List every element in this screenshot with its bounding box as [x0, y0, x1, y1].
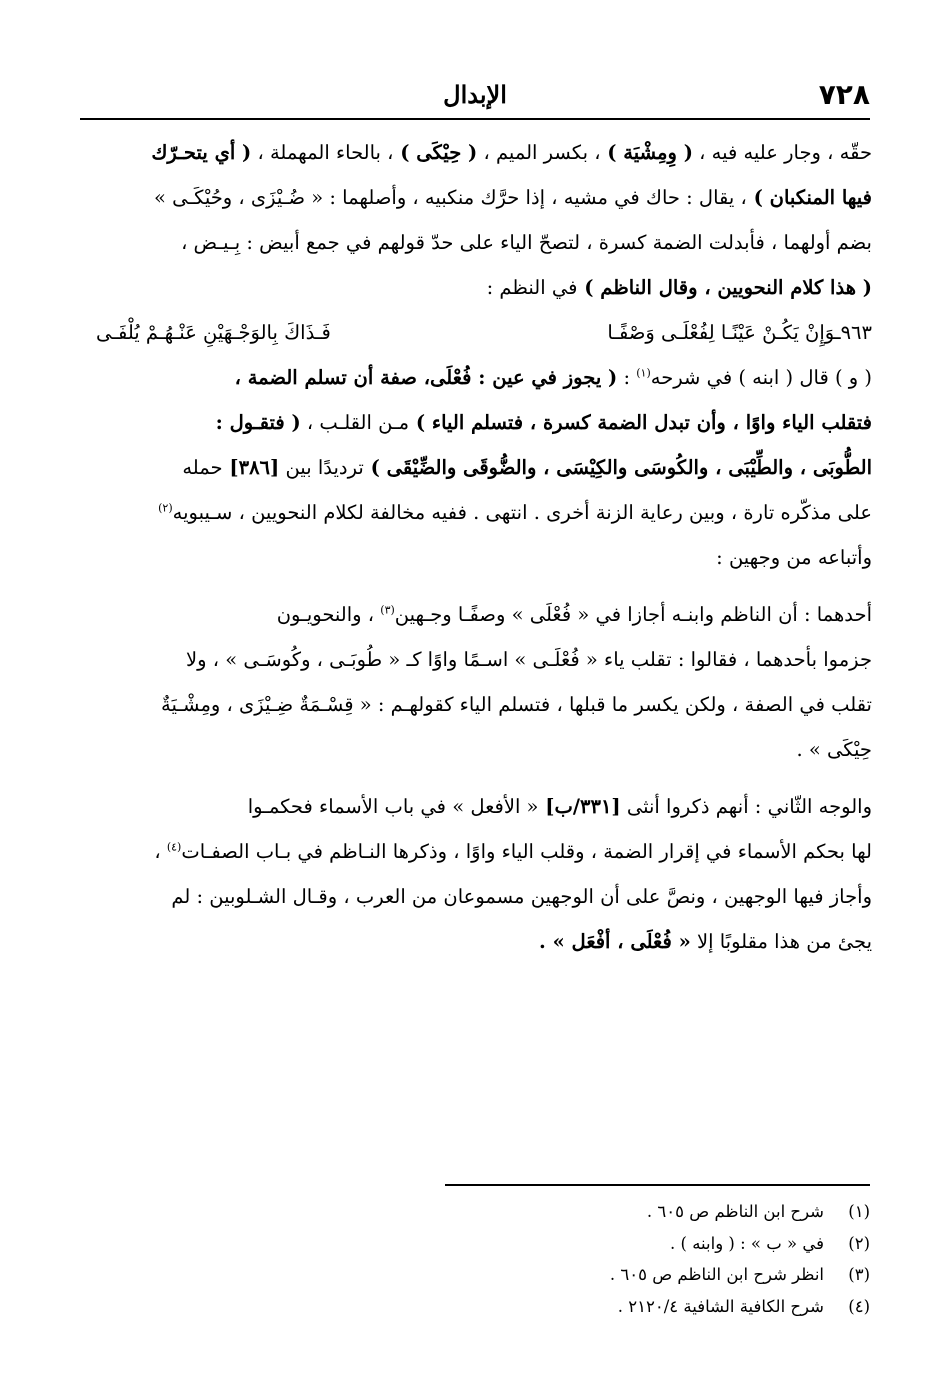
text-run: حمله: [182, 456, 223, 479]
text-run: أحدهما : أن الناظم وابنـه أجازا في « فُعْلَى » وصفًـا وجـهين: [394, 603, 872, 626]
paragraph-1-line-1: [78, 130, 872, 175]
text-run: حقّه ، وجار عليه فيه ،: [692, 141, 872, 164]
footnote-separator: [445, 1184, 870, 1186]
footnote-number: (٤): [848, 1296, 870, 1316]
text-run: والوجه الثّاني : أنهم ذكروا أنثى: [620, 795, 872, 818]
page-header: [80, 78, 870, 118]
main-text: [78, 130, 872, 964]
text-run: يجئ من هذا مقلوبًا إلا: [690, 930, 872, 953]
text-run: ( و ) قال ( ابنه ) في شرحه: [650, 366, 872, 389]
footnote-text: انظر شرح ابن الناظم ص ٦٠٥ .: [609, 1265, 824, 1284]
footnote-text: في « ب » : ( وابنه ) .: [670, 1233, 824, 1253]
hemistich-1: وَإِنْ يَكُـنْ عَيْنًـا لِفُعْلَـى وَصْفًـا: [607, 321, 835, 344]
text-run: ، والنحويـون: [276, 603, 381, 626]
hemistich-2: فَـذَاكَ بِالوَجْـهَيْنِ عَنْـهُـمْ يُلْفَـى: [96, 321, 331, 344]
paragraph-3-line-4: حِيْكَى » .: [796, 738, 872, 761]
paragraph-4-line-4: [78, 919, 872, 964]
footnotes: [445, 1196, 870, 1322]
paragraph-3-line-1: [78, 592, 872, 637]
bold-term: فتقلب الياء واوًا ، وأن تبدل الضمة كسرة ، فتسلم الياء ): [409, 411, 872, 434]
bold-term: ( حِيْكَى ): [393, 141, 478, 164]
verse-first-half: [607, 310, 872, 355]
text-run: ترديدًا بين: [279, 456, 364, 479]
footnote-ref: (٤): [166, 840, 182, 854]
text-run: لها بحكم الأسماء في إقرار الضمة ، وقلب الياء واوًا ، وذكرها النـاظم في بـاب الصفـات: [181, 840, 872, 863]
manuscript-ref: [٣٨٦]: [222, 456, 280, 479]
manuscript-ref: [٣٣١/ب]: [538, 795, 621, 818]
text-run: ،: [154, 840, 167, 863]
text-run: ، يقال : حاك في مشيه ، إذا حرَّك منكبيه ، وأصلهما : « ضُـيْزَى ، وحُيْكَـى »: [154, 186, 747, 209]
footnote-text: شرح الكافية الشافية ٢١٢٠/٤ .: [617, 1296, 824, 1316]
bold-term: فيها المنكبان ): [746, 186, 872, 209]
footnote-number: (٢): [848, 1233, 870, 1253]
bold-term: ( هذا كلام النحويين ، وقال الناظم ): [577, 276, 872, 299]
footnote-ref: (١): [636, 366, 651, 380]
paragraph-2-line-2: [78, 400, 872, 445]
text-run: ، بالحاء المهملة ،: [251, 141, 394, 164]
bold-term: ( وِمِشْيَة ): [600, 141, 693, 164]
chapter-title: الإبدال: [443, 80, 507, 109]
footnote-ref: (٢): [158, 501, 173, 515]
paragraph-1-line-3: بضم أولهما ، فأبدلت الضمة كسرة ، لتصحّ الياء على حدّ قولهم في جمع أبيض : بِـيـض ،: [181, 231, 872, 254]
text-run: على مذكّره تارة ، وبين رعاية الزنة أخرى . انتهى . ففيه مخالفة لكلام النحويين ، سـيبويه: [172, 501, 872, 524]
footnote: [445, 1228, 870, 1260]
footnote: [445, 1259, 870, 1291]
text-run: « الأفعل » في باب الأسماء فحكمـوا: [247, 795, 539, 818]
paragraph-4-line-3: وأجاز فيها الوجهين ، ونصَّ على أن الوجهين مسموعان من العرب ، وقـال الشـلوبين : لم: [171, 885, 872, 908]
verse-number: ٩٦٣ـ: [834, 321, 872, 344]
paragraph-1-line-2: [78, 175, 872, 220]
paragraph-2-line-5: وأتباعه من وجهين :: [716, 546, 872, 569]
bold-term: ( فتقـول :: [215, 411, 301, 434]
bold-term: ( يجوز في عين : فُعْلَى، صفة أن تسلم الضمة ،: [234, 366, 618, 389]
header-rule: [80, 118, 870, 120]
paragraph-3-line-3: تقلب في الصفة ، ولكن يكسر ما قبلها ، فتسلم الياء كقولهـم : « قِسْـمَةٌ ضِـيْزَى ، ومِشْـيَةٌ: [161, 693, 872, 716]
text-run: :: [617, 366, 637, 389]
footnote-ref: (٣): [380, 603, 395, 617]
page-number: ٧٢٨: [818, 78, 870, 111]
bold-term: « فُعْلَى ، أفْعَل » .: [539, 930, 691, 953]
paragraph-2-line-4: [78, 490, 872, 535]
paragraph-1-line-4: [78, 265, 872, 310]
bold-term: الطُّوبَى ، والطِّيْبَى ، والكُوسَى والكِيْسَى ، والضُّوقَى والضِّيْقَى ): [363, 456, 872, 479]
paragraph-2-line-1: [78, 355, 872, 400]
footnote-number: (٣): [848, 1265, 870, 1284]
footnote: [445, 1196, 870, 1228]
text-run: مـن القلـب ،: [300, 411, 410, 434]
paragraph-2-line-3: [78, 445, 872, 490]
text-run: في النظم :: [486, 276, 578, 299]
bold-term: ( أي يتحـرّك: [151, 141, 252, 164]
text-run: ، بكسر الميم ،: [477, 141, 601, 164]
footnote: [445, 1291, 870, 1323]
paragraph-3-line-2: جزموا بأحدهما ، فقالوا : تقلب ياء « فُعْلَـى » اسـمًا واوًا كـ « طُوبَـى ، وكُوسَـى » ، ولا: [186, 648, 872, 671]
footnote-text: شرح ابن الناظم ص ٦٠٥ .: [646, 1202, 824, 1221]
paragraph-4-line-1: [78, 784, 872, 829]
footnote-number: (١): [848, 1202, 870, 1221]
verse-line: [78, 310, 872, 355]
paragraph-4-line-2: [78, 829, 872, 874]
